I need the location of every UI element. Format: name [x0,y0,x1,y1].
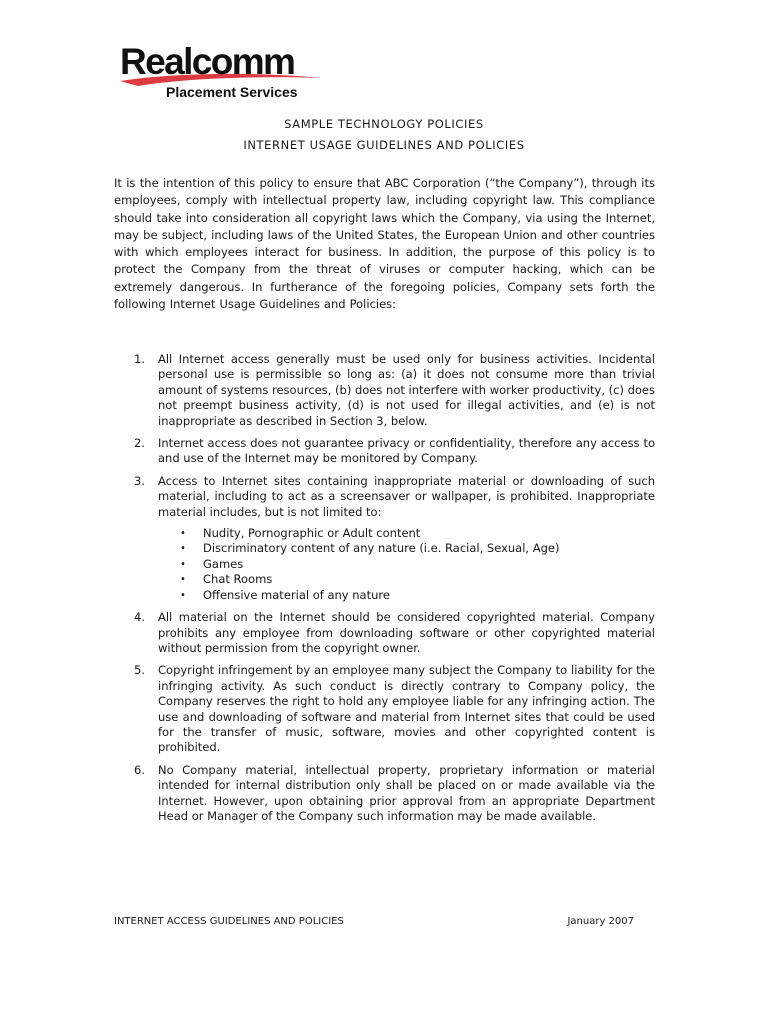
item-text: All material on the Internet should be considered copyrighted material. Company prohibits any employee from downloading software or other copyrighted material without permission from the copyright owner. [158,610,655,655]
policy-item [114,352,655,429]
list-item [158,572,655,587]
footer-title: INTERNET ACCESS GUIDELINES AND POLICIES [114,916,344,927]
document-title: SAMPLE TECHNOLOGY POLICIES [284,117,484,131]
item-number: 2. [134,436,145,451]
list-item-text: Offensive material of any nature [203,587,390,602]
item-number: 4. [134,610,145,625]
item-number: 6. [134,762,145,777]
list-item [158,557,655,572]
list-item-text: Chat Rooms [203,572,273,587]
item-text: Copyright infringement by an employee many subject the Company to liability for the infringing activity. As such conduct is directly contrary to Company policy, the Company reserves the right to hold any employee liable for any infringing action. The use and downloading of software and material from Internet sites that could be used for the transfer of music, software, movies and other copyrighted content is prohibited. [158,663,655,755]
item-number: 3. [134,473,145,488]
logo-wordmark: Realcomm [120,41,295,82]
footer-date: January 2007 [567,916,634,927]
page-footer [114,915,634,929]
item-number: 1. [134,352,145,366]
list-item-text: Nudity, Pornographic or Adult content [203,526,421,541]
intro-paragraph: It is the intention of this policy to ensure that ABC Corporation (“the Company”), through its employees, comply with intellectual property law, including copyright law. This compliance should take into consideration all copyright laws which the Company, via using the Internet, may be subject, including laws of the United States, the European Union and other countries with which employees interact for business. In addition, the purpose of this policy is to protect the Company from the threat of viruses or computer hacking, which can be extremely dangerous. In furtherance of the foregoing policies, Company sets forth the following Internet Usage Guidelines and Policies: [114,176,655,312]
bullet-icon: • [180,574,186,586]
item-text: All Internet access generally must be used only for business activities. Incidental personal use is permissible so long as: (a) it does not consume more than trivial amount of systems resources, (b) does not interfere with worker productivity, (c) does not preempt business activity, (d) is not used for illegal activities, and (e) is not inappropriate as described in Section 3, below. [158,352,655,428]
bullet-icon: • [180,558,186,570]
item-text: Access to Internet sites containing inappropriate material or downloading of such material, including to act as a screensaver or wallpaper, is prohibited. Inappropriate material includes, but is not limited to: [158,473,655,519]
item-text: Internet access does not guarantee privacy or confidentiality, therefore any access to and use of the Internet may be monitored by Company. [158,436,655,466]
policy-item [114,610,655,656]
item-number: 5. [134,663,145,678]
list-item [158,588,655,603]
list-item [158,526,655,541]
policy-item [114,763,655,825]
policy-list [114,352,655,831]
company-logo [118,40,328,104]
inappropriate-material-list [158,526,655,603]
list-item-text: Games [203,556,244,571]
bullet-icon: • [180,589,186,601]
bullet-icon: • [180,543,186,555]
list-item [158,541,655,556]
policy-item [114,474,655,603]
policy-item [114,436,655,467]
bullet-icon: • [180,528,186,540]
list-item-text: Discriminatory content of any nature (i.e. Racial, Sexual, Age) [203,541,560,556]
item-text: No Company material, intellectual property, proprietary information or material intended for internal distribution only shall be placed on or made available via the Internet. However, upon obtaining prior approval from an appropriate Department Head or Manager of the Company such information may be made available. [158,762,655,823]
policy-item [114,663,655,755]
document-subtitle: INTERNET USAGE GUIDELINES AND POLICIES [243,138,525,152]
logo-subtitle: Placement Services [166,84,298,100]
